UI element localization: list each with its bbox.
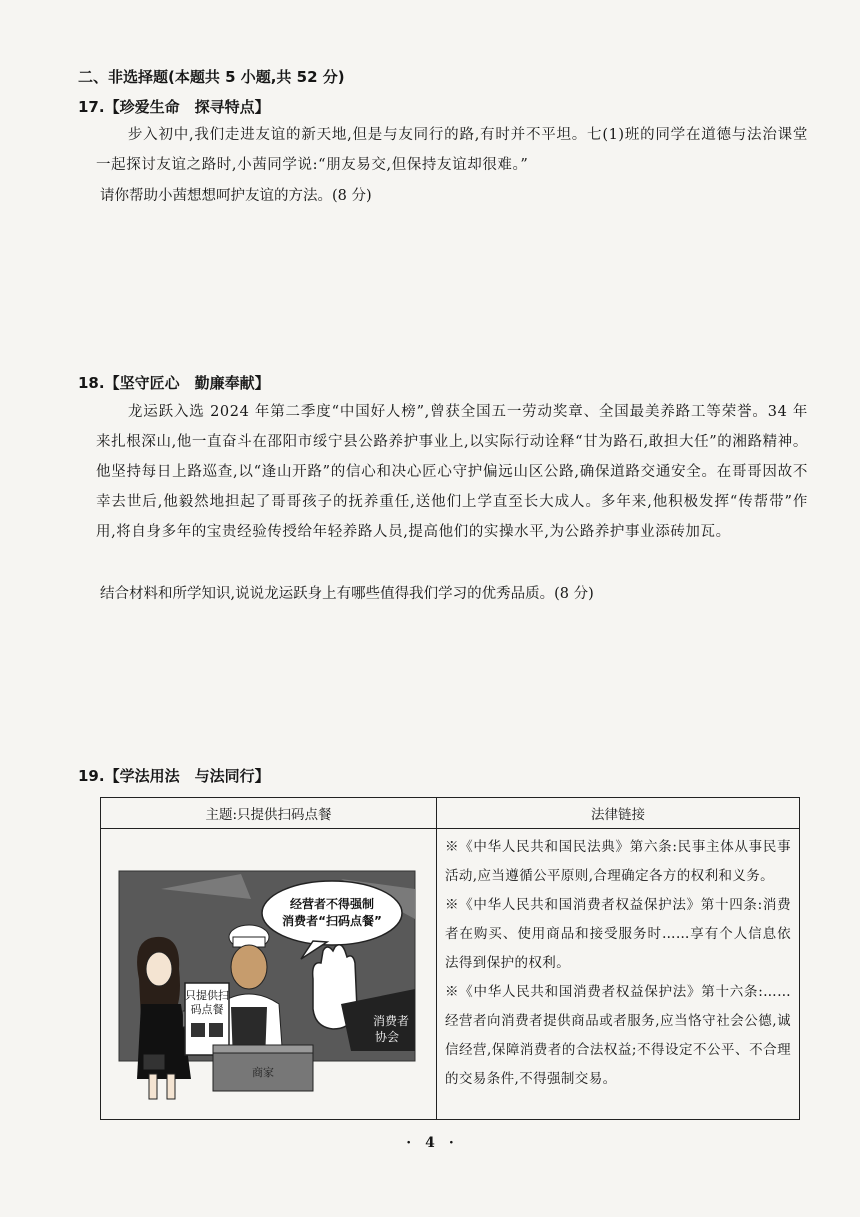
counter — [213, 1045, 313, 1091]
question-17-heading: 17.【珍爱生命 探寻特点】 — [78, 98, 270, 116]
section-title: 二、非选择题(本题共 5 小题,共 52 分) — [78, 68, 345, 86]
qr-code-icon — [209, 1023, 223, 1037]
q18-material-text: 龙运跃入选 2024 年第二季度“中国好人榜”,曾获全国五一劳动奖章、全国最美养路工等荣誉。34 年来扎根深山,他一直奋斗在邵阳市绥宁县公路养护事业上,以实际行动诠释“甘为路石,敢担大任”的湘路精神。他坚持每日上路巡查,以“逢山开路”的信心和决心匠心守护偏远山区公路,确保道路交通安全。在哥哥因故不幸去世后,他毅然地担起了哥哥孩子的抚养重任,送他们上学直至长大成人。多年来,他积极发挥“传帮带”作用,将自身多年的宝贵经验传授给年轻养路人员,提高他们的实操水平,为公路养护事业添砖加瓦。 — [96, 404, 808, 540]
question-19-heading: 19.【学法用法 与法同行】 — [78, 767, 270, 785]
law-item: ※《中华人民共和国民法典》第六条:民事主体从事民事活动,应当遵循公平原则,合理确定各方的权利和义务。 — [445, 839, 791, 884]
q17-material-text: 步入初中,我们走进友谊的新天地,但是与友同行的路,有时并不平坦。七(1)班的同学在道德与法治课堂一起探讨友谊之路时,小茜同学说:“朋友易交,但保持友谊却很难。” — [96, 127, 808, 173]
counter-label: 商家 — [252, 1066, 274, 1079]
qr-sign — [185, 983, 229, 1055]
question-18-heading: 18.【坚守匠心 勤廉奉献】 — [78, 374, 270, 392]
law-table — [100, 797, 800, 1120]
question-17-material — [96, 120, 808, 180]
question-18-material — [96, 397, 808, 547]
sign-line-1: 只提供扫 — [185, 989, 229, 1002]
question-18-prompt: 结合材料和所学知识,说说龙运跃身上有哪些值得我们学习的优秀品质。(8 分) — [100, 586, 594, 602]
question-17-prompt: 请你帮助小茜想想呵护友谊的方法。(8 分) — [100, 188, 372, 204]
speech-line-1: 经营者不得强制 — [289, 897, 375, 911]
sleeve-line-2: 协会 — [374, 1030, 400, 1044]
table-header-topic: 主题:只提供扫码点餐 — [101, 798, 437, 829]
sleeve-line-1: 消费者 — [372, 1014, 410, 1028]
sign-line-2: 码点餐 — [190, 1003, 224, 1016]
cartoon-cell — [101, 829, 437, 1120]
law-item: ※《中华人民共和国消费者权益保护法》第十六条:……经营者向消费者提供商品或者服务,应当恪守社会公德,诚信经营,保障消费者的合法权益;不得设定不公平、不合理的交易条件,不得强制交易。 — [445, 984, 791, 1087]
cartoon-illustration — [101, 829, 436, 1115]
speech-line-2: 消费者“扫码点餐” — [282, 914, 382, 928]
law-item: ※《中华人民共和国消费者权益保护法》第十四条:消费者在购买、使用商品和接受服务时……享有个人信息依法得到保护的权利。 — [445, 897, 791, 971]
page-number: · 4 · — [406, 1135, 454, 1151]
qr-code-icon — [191, 1023, 205, 1037]
law-links-cell — [437, 829, 800, 1120]
table-header-law: 法律链接 — [437, 798, 800, 829]
